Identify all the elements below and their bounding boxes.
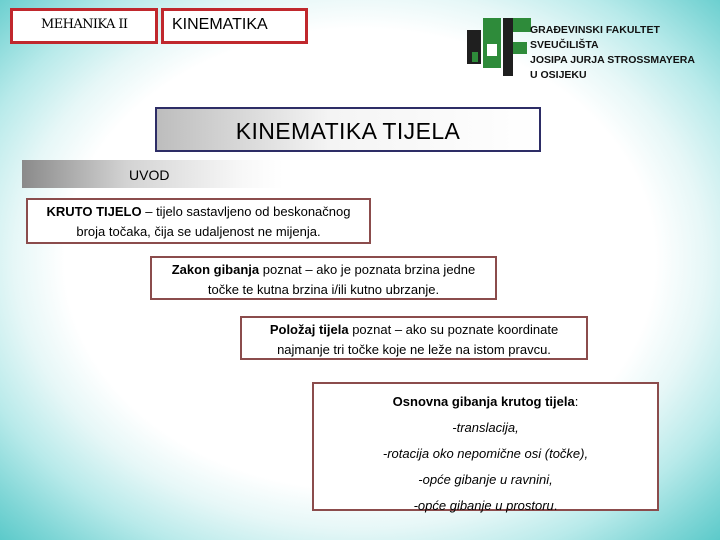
topic-label: KINEMATIKA [161, 8, 308, 44]
end-mark: . [553, 498, 558, 513]
term-position: Položaj tijela [269, 322, 349, 337]
law-line-1 [152, 260, 495, 280]
definition-line-1 [28, 202, 369, 222]
course-label: MEHANIKA II [10, 8, 158, 44]
position-text-1: poznat – ako su poznate koordinate [348, 322, 559, 337]
logo-g-notch [487, 44, 497, 56]
definition-box-rigid-body [26, 198, 371, 244]
definition-box-position [240, 316, 588, 360]
faculty-logo [467, 18, 531, 76]
section-label: UVOD [22, 160, 283, 188]
position-line-1 [242, 320, 586, 340]
faculty-line-2: SVEUČILIŠTA [530, 39, 599, 51]
motion-item: -opće gibanje u prostoru [413, 498, 554, 513]
term-law-of-motion: Zakon gibanja [171, 262, 260, 277]
logo-accent [472, 52, 478, 62]
position-line-2: najmanje tri točke koje ne leže na istom pravcu. [277, 342, 551, 357]
definition-line-2: broja točaka, čija se udaljenost ne mijenja. [76, 224, 321, 239]
faculty-line-1: GRAĐEVINSKI FAKULTET [530, 24, 660, 36]
basic-motions-heading [314, 389, 657, 415]
logo-bar-f [503, 18, 513, 76]
motion-item: -opće gibanje u ravnini, [418, 472, 553, 487]
motion-item: -translacija, [452, 420, 519, 435]
logo-f-mid [513, 42, 527, 54]
law-text-1: poznat – ako je poznata brzina jedne [259, 262, 476, 277]
slide-title: KINEMATIKA TIJELA [155, 107, 541, 152]
motion-item-last [314, 493, 657, 519]
basic-motions-title: Osnovna gibanja krutog tijela [392, 394, 575, 409]
law-line-2: točke te kutna brzina i/ili kutno ubrzanje. [207, 282, 440, 297]
logo-f-top [513, 18, 531, 32]
definition-box-law-of-motion [150, 256, 497, 300]
motion-item: -rotacija oko nepomične osi (točke), [382, 446, 589, 461]
basic-motions-colon: : [574, 394, 579, 409]
faculty-name [530, 23, 695, 83]
basic-motions-box [312, 382, 659, 511]
logo-block-g [483, 18, 501, 68]
term-rigid-body: KRUTO TIJELO [46, 204, 142, 219]
definition-text-1: – tijelo sastavljeno od beskonačnog [141, 204, 351, 219]
faculty-line-4: U OSIJEKU [530, 69, 587, 81]
faculty-line-3: JOSIPA JURJA STROSSMAYERA [530, 54, 695, 66]
